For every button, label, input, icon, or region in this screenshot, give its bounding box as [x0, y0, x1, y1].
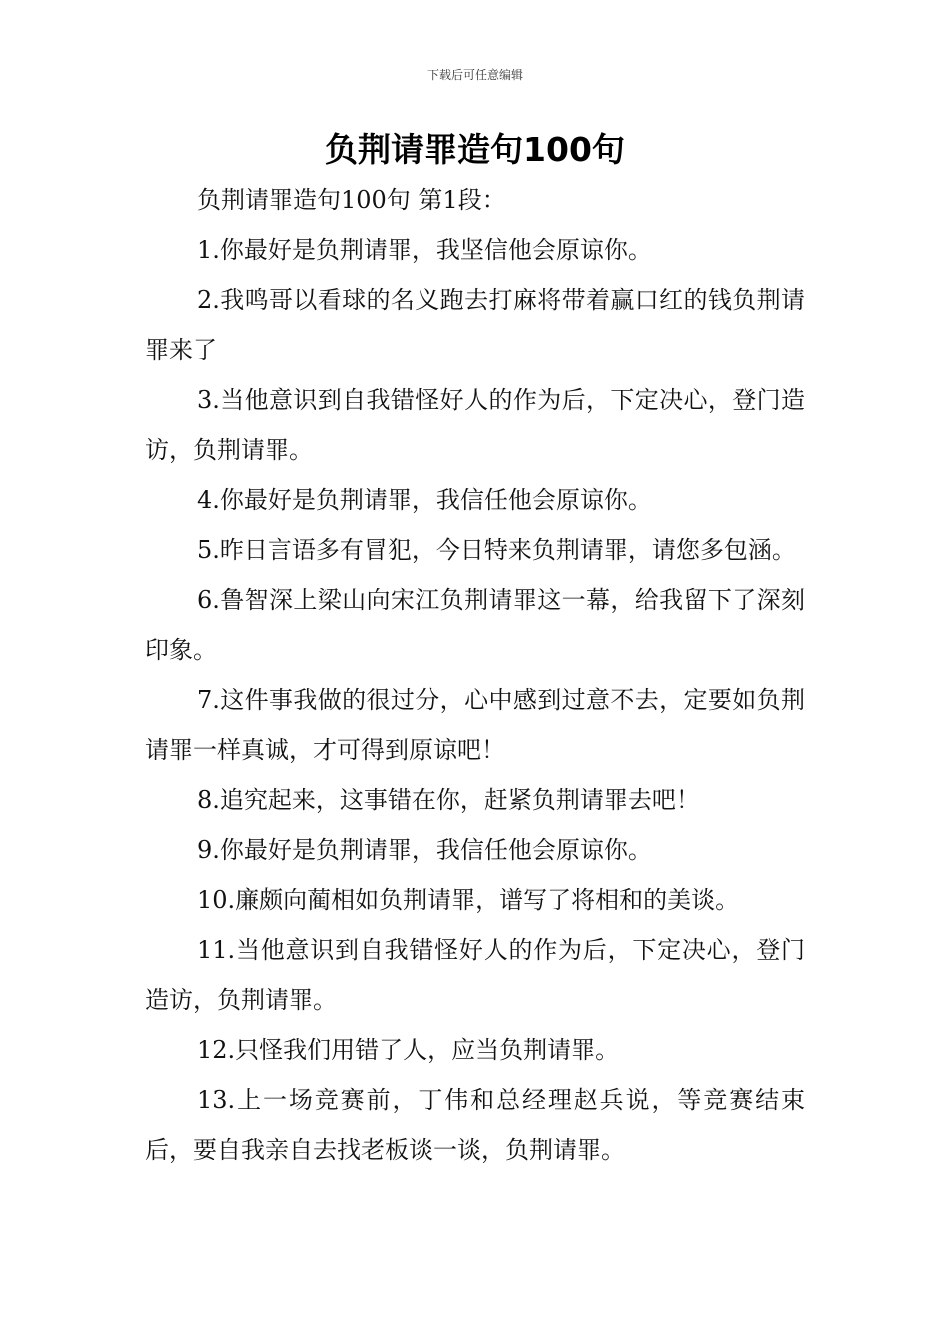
sentence-item: 12.只怪我们用错了人，应当负荆请罪。 — [197, 1036, 620, 1064]
sentence-item: 4.你最好是负荆请罪，我信任他会原谅你。 — [197, 486, 652, 514]
document-title: 负荆请罪造句100句 — [325, 130, 625, 169]
sentence-item: 8.追究起来，这事错在你，赶紧负荆请罪去吧！ — [197, 786, 700, 814]
sentence-item: 7.这件事我做的很过分，心中感到过意不去，定要如负荆请罪一样真诚，才可得到原谅吧！ — [145, 686, 805, 764]
sentence-item: 13.上一场竞赛前，丁伟和总经理赵兵说，等竞赛结束后，要自我亲自去找老板谈一谈，负荆请罪。 — [145, 1086, 805, 1164]
sentence-item: 5.昨日言语多有冒犯，今日特来负荆请罪，请您多包涵。 — [197, 536, 796, 564]
sentence-item: 6.鲁智深上梁山向宋江负荆请罪这一幕，给我留下了深刻印象。 — [145, 586, 805, 664]
sentence-item: 9.你最好是负荆请罪，我信任他会原谅你。 — [197, 836, 652, 864]
sentence-item: 10.廉颇向蔺相如负荆请罪，谱写了将相和的美谈。 — [197, 886, 740, 914]
sentence-item: 1.你最好是负荆请罪，我坚信他会原谅你。 — [197, 236, 652, 264]
header-note: 下载后可任意编辑 — [426, 68, 523, 82]
section-heading: 负荆请罪造句100句 第1段： — [197, 186, 506, 214]
document-body — [145, 175, 805, 1175]
sentence-item: 2.我鸣哥以看球的名义跑去打麻将带着赢口红的钱负荆请罪来了 — [145, 286, 805, 364]
sentence-item: 11.当他意识到自我错怪好人的作为后，下定决心，登门造访，负荆请罪。 — [145, 936, 805, 1014]
sentence-item: 3.当他意识到自我错怪好人的作为后，下定决心，登门造访，负荆请罪。 — [145, 386, 805, 464]
